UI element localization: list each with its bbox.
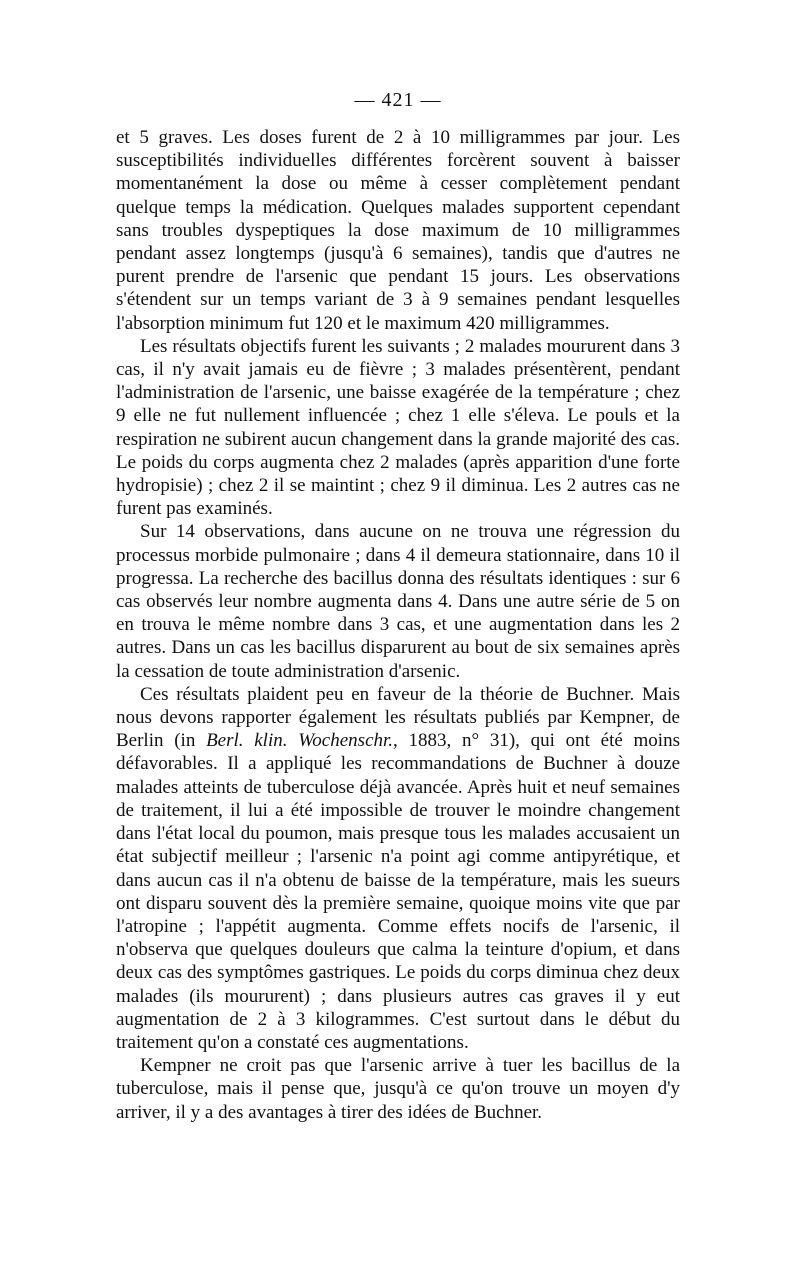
italic-citation: Berl. klin. Wochenschr. [206, 730, 394, 752]
text-segment: Ces résultats plaident peu en faveur de la théorie de Buchner. Mais nous devons rapporter également les résultats publiés par Kempner, de Berlin (in [116, 683, 680, 752]
paragraph [116, 126, 680, 335]
text-segment: Les résultats objectifs furent les suivants ; 2 malades moururent dans 3 cas, il n'y avait jamais eu de fièvre ; 3 malades présentèrent, pendant l'administration de l'arsenic, une baisse exagérée de la température ; chez 9 elle ne fut nullement influencée ; chez 1 elle s'éleva. Le pouls et la respiration ne subirent aucun changement dans la grande majorité des cas. Le poids du corps augmenta chez 2 malades (après apparition d'une forte hydropisie) ; chez 2 il se maintint ; chez 9 il diminua. Les 2 autres cas ne furent pas examinés. [116, 335, 680, 520]
page-number-header: — 421 — [354, 89, 442, 111]
paragraph [116, 335, 680, 521]
paragraph [116, 683, 680, 1054]
paragraph [116, 520, 680, 682]
text-segment: et 5 graves. Les doses furent de 2 à 10 milligrammes par jour. Les susceptibilités individuelles différentes forcèrent souvent à baisser momentanément la dose ou même à cesser complètement pendant quelque temps la médication. Quelques malades supportent cependant sans troubles dyspeptiques la dose maximum de 10 milligrammes pendant assez longtemps (jusqu'à 6 semaines), tandis que d'autres ne purent prendre de l'arsenic que pendant 15 jours. Les observations s'étendent sur un temps variant de 3 à 9 semaines pendant lesquelles l'absorption minimum fut 120 et le maximum 420 milligrammes. [116, 127, 680, 334]
book-page [116, 88, 680, 1124]
text-segment: , 1883, n° 31), qui ont été moins défavorables. Il a appliqué les recommandations de Buchner à douze malades atteints de tuberculose déjà avancée. Après huit et neuf semaines de traitement, il lui a été impossible de trouver le moindre changement dans l'état local du poumon, mais presque tous les malades accusaient un état subjectif meilleur ; l'arsenic n'a point agi comme antipyrétique, et dans aucun cas il n'a obtenu de baisse de la température, mais les sueurs ont disparu souvent dès la première semaine, quoique moins vite que par l'atropine ; l'appétit augmenta. Comme effets nocifs de l'arsenic, il n'observa que quelques douleurs que calma la teinture d'opium, et dans deux cas des symptômes gastriques. Le poids du corps diminua chez deux malades (ils moururent) ; dans plusieurs autres cas graves il y eut augmentation de 2 à 3 kilogrammes. C'est surtout dans le début du traitement qu'on a constaté ces augmentations. [116, 730, 680, 1053]
body-text [116, 126, 680, 1124]
text-segment: Kempner ne croit pas que l'arsenic arrive à tuer les bacillus de la tuberculose, mais il pense que, jusqu'à ce qu'on trouve un moyen d'y arriver, il y a des avantages à tirer des idées de Buchner. [116, 1055, 680, 1123]
paragraph [116, 1054, 680, 1124]
text-segment: Sur 14 observations, dans aucune on ne trouva une régression du processus morbide pulmonaire ; dans 4 il demeura stationnaire, dans 10 il progressa. La recherche des bacillus donna des résultats identiques : sur 6 cas observés leur nombre augmenta dans 4. Dans une autre série de 5 on en trouva le même nombre dans 3 cas, et une augmentation dans les 2 autres. Dans un cas les bacillus disparurent au bout de six semaines après la cessation de toute administration d'arsenic. [116, 521, 680, 682]
